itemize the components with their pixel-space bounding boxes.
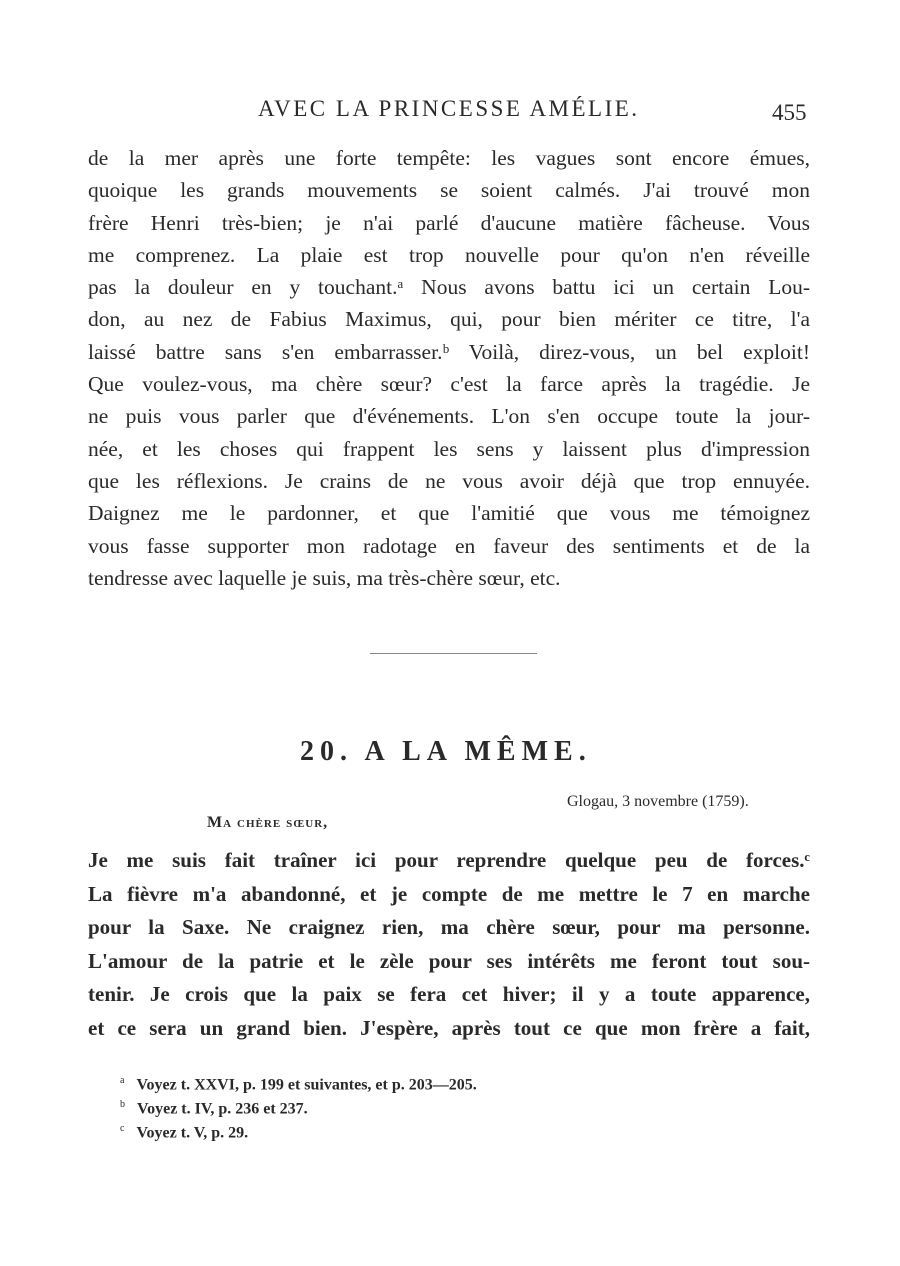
text-line: que les réflexions. Je crains de ne vous avoir déjà que trop ennuyée.: [88, 468, 810, 493]
text-line: vous fasse supporter mon radotage en faveur des sentiments et de la: [88, 533, 810, 558]
footnote-text: Voyez t. XXVI, p. 199 et suivantes, et p. 203—205.: [136, 1076, 477, 1094]
text-line: tenir. Je crois que la paix se fera cet hiver; il y a toute apparence,: [88, 982, 810, 1007]
text-line: ne puis vous parler que d'événements. L'on s'en occupe toute la jour-: [88, 404, 810, 429]
footnote-text: Voyez t. V, p. 29.: [136, 1124, 249, 1142]
text-line: pas la douleur en y touchant.ᵃ Nous avons battu ici un certain Lou-: [88, 275, 810, 300]
text-line: quoique les grands mouvements se soient calmés. J'ai trouvé mon: [88, 178, 810, 203]
letter-date: Glogau, 3 novembre (1759).: [567, 793, 749, 810]
footnote-text: Voyez t. IV, p. 236 et 237.: [137, 1100, 308, 1118]
footnote-mark: c: [120, 1123, 125, 1134]
text-line: de la mer après une forte tempête: les vagues sont encore émues,: [88, 146, 810, 170]
text-line: tendresse avec laquelle je suis, ma très-chère sœur, etc.: [88, 565, 561, 590]
text-line: Je me suis fait traîner ici pour reprendre quelque peu de forces.ᶜ: [88, 848, 810, 872]
text-line: frère Henri très-bien; je n'ai parlé d'aucune matière fâcheuse. Vous: [88, 210, 810, 235]
text-line: La fièvre m'a abandonné, et je compte de me mettre le 7 en marche: [88, 881, 810, 906]
running-title: AVEC LA PRINCESSE AMÉLIE.: [258, 96, 640, 121]
text-line: laissé battre sans s'en embarrasser.ᵇ Voilà, direz-vous, un bel exploit!: [88, 339, 810, 364]
footnote: [120, 1123, 248, 1142]
letter-title: 20. A LA MÊME.: [300, 736, 592, 767]
paragraph-1: [88, 142, 810, 594]
text-line: Que voulez-vous, ma chère sœur? c'est la farce après la tragédie. Je: [88, 372, 810, 397]
footnote: [120, 1075, 477, 1094]
footnote-mark: a: [120, 1075, 125, 1086]
text-line: me comprenez. La plaie est trop nouvelle pour qu'on n'en réveille: [88, 242, 810, 267]
text-line: L'amour de la patrie et le zèle pour ses intérêts me feront tout sou-: [88, 948, 810, 973]
paragraph-2: [88, 844, 810, 1046]
text-line: pour la Saxe. Ne craignez rien, ma chère sœur, pour ma personne.: [88, 915, 810, 940]
section-divider: [370, 653, 537, 654]
text-line: née, et les choses qui frappent les sens y laissent plus d'impression: [88, 436, 810, 461]
text-line: don, au nez de Fabius Maximus, qui, pour bien mériter ce titre, l'a: [88, 307, 810, 332]
salutation: Ma chère sœur,: [207, 814, 329, 831]
text-line: et ce sera un grand bien. J'espère, après tout ce que mon frère a fait,: [88, 1015, 810, 1040]
page-number: 455: [772, 100, 807, 125]
footnote-mark: b: [120, 1099, 125, 1110]
footnote: [120, 1099, 308, 1118]
text-line: Daignez me le pardonner, et que l'amitié que vous me témoignez: [88, 501, 810, 526]
